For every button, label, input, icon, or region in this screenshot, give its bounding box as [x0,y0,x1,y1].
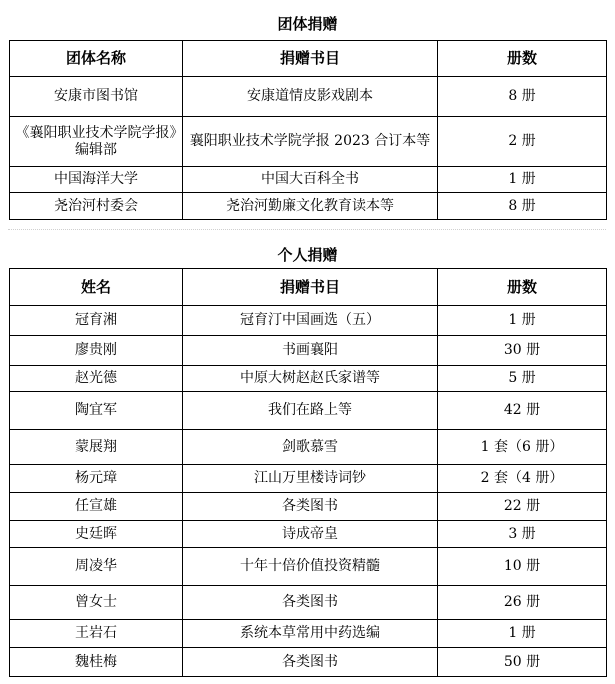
book-title-cell: 中原大树赵赵氏家谱等 [183,366,438,392]
header-count: 册数 [438,41,607,77]
group-name-cell: 《襄阳职业技术学院学报》编辑部 [10,117,183,167]
book-title-cell: 我们在路上等 [183,392,438,430]
group-donation-table [9,40,607,220]
person-name-cell: 冠育湘 [10,306,183,336]
header-count: 册数 [438,269,607,306]
header-group-name: 团体名称 [10,41,183,77]
book-title-cell: 安康道情皮影戏剧本 [183,77,438,117]
book-title-cell: 各类图书 [183,493,438,521]
table-row [10,430,607,465]
table-row [10,493,607,521]
table-row [10,521,607,548]
table-header-row [10,41,607,77]
book-title-cell: 十年十倍价值投资精髓 [183,548,438,586]
table-row [10,392,607,430]
count-cell: 1 册 [438,167,607,193]
count-cell: 50 册 [438,648,607,677]
table-row [10,648,607,677]
book-title-cell: 襄阳职业技术学院学报 2023 合订本等 [183,117,438,167]
book-title-cell: 诗成帝皇 [183,521,438,548]
book-title-cell: 中国大百科全书 [183,167,438,193]
header-person-name: 姓名 [10,269,183,306]
count-cell: 10 册 [438,548,607,586]
person-name-cell: 赵光德 [10,366,183,392]
book-title-cell: 各类图书 [183,648,438,677]
table-row [10,548,607,586]
count-cell: 3 册 [438,521,607,548]
count-cell: 1 册 [438,620,607,648]
count-cell: 2 册 [438,117,607,167]
book-title-cell: 剑歌慕雪 [183,430,438,465]
table-row [10,193,607,220]
header-book-title: 捐赠书目 [183,41,438,77]
person-name-cell: 陶宜军 [10,392,183,430]
table-row [10,336,607,366]
count-cell: 5 册 [438,366,607,392]
group-name-cell: 安康市图书馆 [10,77,183,117]
header-book-title: 捐赠书目 [183,269,438,306]
table-row [10,77,607,117]
table-header-row [10,269,607,306]
count-cell: 26 册 [438,586,607,620]
table-row [10,366,607,392]
table-row [10,465,607,493]
personal-donation-title: 个人捐赠 [277,246,338,264]
count-cell: 8 册 [438,193,607,220]
book-title-cell: 冠育汀中国画选（五） [183,306,438,336]
personal-donation-table [9,268,607,677]
group-name-cell: 中国海洋大学 [10,167,183,193]
count-cell: 22 册 [438,493,607,521]
table-row [10,306,607,336]
book-title-cell: 尧治河勤廉文化教育读本等 [183,193,438,220]
table-row [10,586,607,620]
person-name-cell: 蒙展翔 [10,430,183,465]
count-cell: 1 套（6 册） [438,430,607,465]
person-name-cell: 王岩石 [10,620,183,648]
count-cell: 30 册 [438,336,607,366]
group-donation-title: 团体捐赠 [277,15,338,33]
person-name-cell: 杨元璋 [10,465,183,493]
book-title-cell: 书画襄阳 [183,336,438,366]
count-cell: 2 套（4 册） [438,465,607,493]
book-title-cell: 系统本草常用中药选编 [183,620,438,648]
group-name-cell: 尧治河村委会 [10,193,183,220]
person-name-cell: 任宣雄 [10,493,183,521]
table-row [10,620,607,648]
person-name-cell: 曾女士 [10,586,183,620]
section-divider [8,229,606,230]
person-name-cell: 史廷晖 [10,521,183,548]
person-name-cell: 魏桂梅 [10,648,183,677]
count-cell: 1 册 [438,306,607,336]
table-row [10,167,607,193]
count-cell: 8 册 [438,77,607,117]
person-name-cell: 周凌华 [10,548,183,586]
book-title-cell: 各类图书 [183,586,438,620]
person-name-cell: 廖贵刚 [10,336,183,366]
book-title-cell: 江山万里楼诗词钞 [183,465,438,493]
table-row [10,117,607,167]
count-cell: 42 册 [438,392,607,430]
